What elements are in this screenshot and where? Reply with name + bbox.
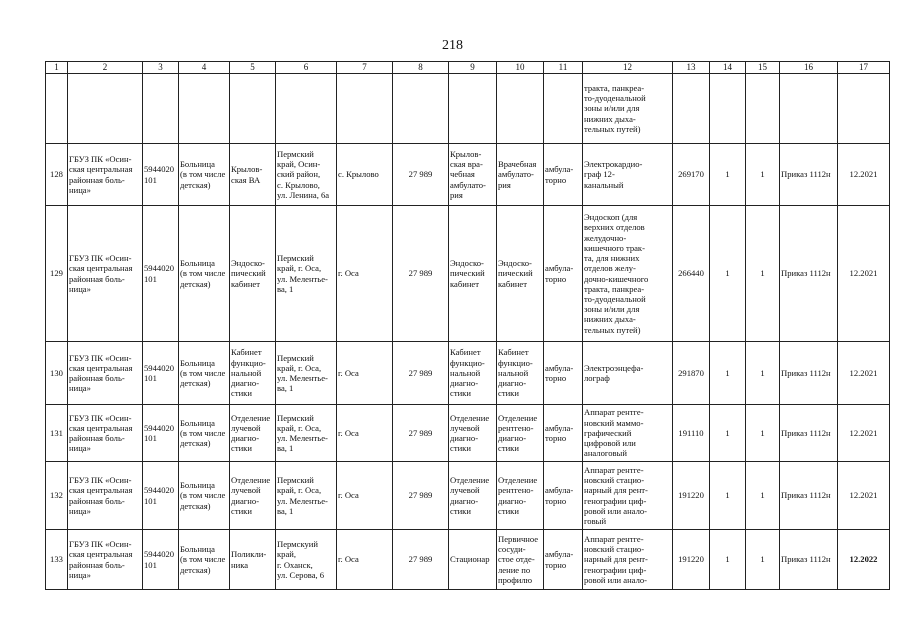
cell-equipment: Электрокардио- граф 12- канальный — [583, 144, 673, 206]
cell-price: 266440 — [673, 206, 710, 342]
cell-subdepartment: Отделение рентгено- диагно- стики — [497, 405, 544, 462]
header-row — [46, 62, 890, 74]
cell-quantity-2: 1 — [746, 342, 780, 405]
column-header: 17 — [838, 62, 890, 74]
table-row — [46, 144, 890, 206]
cell-facility-type: Больница (в том числе детская) — [179, 530, 230, 590]
cell-order: Приказ 1112н — [780, 206, 838, 342]
cell-org-code: 5944020 101 — [143, 144, 179, 206]
cell-unit-name: Поликли- ника — [230, 530, 276, 590]
cell-quantity-2: 1 — [746, 206, 780, 342]
cell-organization: ГБУЗ ПК «Осин- ская центральная районная боль- ница» — [68, 342, 143, 405]
cell-department: Эндоско- пический кабинет — [449, 206, 497, 342]
cell-locality: г. Оса — [337, 462, 393, 530]
cell-population: 27 989 — [393, 342, 449, 405]
cell-quantity-2: 1 — [746, 462, 780, 530]
cell-quantity-1: 1 — [710, 144, 746, 206]
cell-care-form: амбула- торно — [544, 405, 583, 462]
column-header: 13 — [673, 62, 710, 74]
cell-address: Пермский край, г. Оса, ул. Мелентье- ва, 1 — [276, 206, 337, 342]
equipment-table — [45, 61, 890, 590]
cell-price: 291870 — [673, 342, 710, 405]
cell-facility-type: Больница (в том числе детская) — [179, 462, 230, 530]
cell-quantity-2: 1 — [746, 144, 780, 206]
cell-price: 191220 — [673, 530, 710, 590]
cell-care-form: амбула- торно — [544, 462, 583, 530]
column-header: 9 — [449, 62, 497, 74]
cell-subdepartment: Отделение рентгено- диагно- стики — [497, 462, 544, 530]
cell-unit-name: Отделение лучевой диагно- стики — [230, 462, 276, 530]
cell-facility-type: Больница (в том числе детская) — [179, 144, 230, 206]
cell-row-number: 132 — [46, 462, 68, 530]
cell-date: 12.2021 — [838, 206, 890, 342]
cell-locality: г. Оса — [337, 405, 393, 462]
column-header: 14 — [710, 62, 746, 74]
column-header: 6 — [276, 62, 337, 74]
cell-quantity-2: 1 — [746, 405, 780, 462]
column-header: 16 — [780, 62, 838, 74]
column-header: 2 — [68, 62, 143, 74]
cell-population: 27 989 — [393, 462, 449, 530]
cell-locality: г. Оса — [337, 206, 393, 342]
cell-care-form: амбула- торно — [544, 530, 583, 590]
cell-department: Стационар — [449, 530, 497, 590]
continuation-row — [46, 74, 890, 144]
cell-address: Пермский край, Осин- ский район, с. Крылово, ул. Ленина, 6а — [276, 144, 337, 206]
cell-facility-type: Больница (в том числе детская) — [179, 342, 230, 405]
cell-equipment: Электроэнцефа- лограф — [583, 342, 673, 405]
cell-organization: ГБУЗ ПК «Осин- ская центральная районная боль- ница» — [68, 462, 143, 530]
cell-quantity-1: 1 — [710, 206, 746, 342]
cell-unit-name: Кабинет функцио- нальной диагно- стики — [230, 342, 276, 405]
cell-unit-name: Отделение лучевой диагно- стики — [230, 405, 276, 462]
cell-org-code: 5944020 101 — [143, 342, 179, 405]
cell-equipment: Аппарат рентге- новский стацио- нарный для рент- генографии циф- ровой или анало- говый — [583, 462, 673, 530]
cell-date: 12.2021 — [838, 144, 890, 206]
cell-locality: г. Оса — [337, 342, 393, 405]
cell-organization: ГБУЗ ПК «Осин- ская центральная районная боль- ница» — [68, 405, 143, 462]
table-row — [46, 342, 890, 405]
cell-quantity-1: 1 — [710, 342, 746, 405]
cell-population: 27 989 — [393, 206, 449, 342]
cell-order: Приказ 1112н — [780, 530, 838, 590]
cell-department: Отделение лучевой диагно- стики — [449, 405, 497, 462]
column-header: 12 — [583, 62, 673, 74]
cell-equipment: Эндоскоп (для верхних отделов желудочно- кишечного трак- та, для нижних отделов желу- дочно-кишечного тракта, панкреа- то-дуоденальной зоны и/или для нижних дыха- тельных путей) — [583, 206, 673, 342]
cell-population: 27 989 — [393, 144, 449, 206]
cell-care-form: амбула- торно — [544, 144, 583, 206]
column-header: 4 — [179, 62, 230, 74]
cell-equipment: Аппарат рентге- новский маммо- графический цифровой или аналоговый — [583, 405, 673, 462]
cell-unit-name: Крылов- ская ВА — [230, 144, 276, 206]
cell-organization: ГБУЗ ПК «Осин- ская центральная районная боль- ница» — [68, 530, 143, 590]
cell-date: 12.2021 — [838, 342, 890, 405]
cell-row-number: 129 — [46, 206, 68, 342]
cell-date: 12.2022 — [838, 530, 890, 590]
cell-row-number: 130 — [46, 342, 68, 405]
column-header: 3 — [143, 62, 179, 74]
cell-order: Приказ 1112н — [780, 462, 838, 530]
cell-date: 12.2021 — [838, 405, 890, 462]
cell-order: Приказ 1112н — [780, 144, 838, 206]
table-row — [46, 405, 890, 462]
cell-care-form: амбула- торно — [544, 342, 583, 405]
cell-org-code: 5944020 101 — [143, 206, 179, 342]
continuation-equipment: тракта, панкреа- то-дуоденальной зоны и/или для нижних дыха- тельных путей) — [583, 74, 673, 144]
cell-quantity-1: 1 — [710, 462, 746, 530]
table-row — [46, 206, 890, 342]
cell-locality: с. Крылово — [337, 144, 393, 206]
cell-row-number: 128 — [46, 144, 68, 206]
column-header: 5 — [230, 62, 276, 74]
cell-care-form: амбула- торно — [544, 206, 583, 342]
cell-facility-type: Больница (в том числе детская) — [179, 405, 230, 462]
cell-address: Пермский край, г. Оса, ул. Мелентье- ва, 1 — [276, 342, 337, 405]
cell-locality: г. Оса — [337, 530, 393, 590]
cell-subdepartment: Кабинет функцио- нальной диагно- стики — [497, 342, 544, 405]
column-header: 8 — [393, 62, 449, 74]
cell-population: 27 989 — [393, 405, 449, 462]
cell-org-code: 5944020 101 — [143, 462, 179, 530]
column-header: 7 — [337, 62, 393, 74]
cell-row-number: 131 — [46, 405, 68, 462]
cell-org-code: 5944020 101 — [143, 530, 179, 590]
cell-department: Крылов- ская вра- чебная амбулато- рия — [449, 144, 497, 206]
cell-department: Кабинет функцио- нальной диагно- стики — [449, 342, 497, 405]
column-header: 10 — [497, 62, 544, 74]
cell-subdepartment: Эндоско- пический кабинет — [497, 206, 544, 342]
table-row — [46, 462, 890, 530]
page-number: 218 — [442, 38, 463, 53]
cell-department: Отделение лучевой диагно- стики — [449, 462, 497, 530]
cell-date: 12.2021 — [838, 462, 890, 530]
table-row — [46, 530, 890, 590]
cell-order: Приказ 1112н — [780, 405, 838, 462]
cell-organization: ГБУЗ ПК «Осин- ская центральная районная боль- ница» — [68, 144, 143, 206]
cell-address: Пермский край, г. Оса, ул. Мелентье- ва, 1 — [276, 405, 337, 462]
cell-org-code: 5944020 101 — [143, 405, 179, 462]
cell-quantity-2: 1 — [746, 530, 780, 590]
cell-organization: ГБУЗ ПК «Осин- ская центральная районная боль- ница» — [68, 206, 143, 342]
cell-facility-type: Больница (в том числе детская) — [179, 206, 230, 342]
column-header: 15 — [746, 62, 780, 74]
cell-population: 27 989 — [393, 530, 449, 590]
cell-subdepartment: Врачебная амбулато- рия — [497, 144, 544, 206]
cell-price: 269170 — [673, 144, 710, 206]
cell-quantity-1: 1 — [710, 530, 746, 590]
cell-subdepartment: Первичное сосуди- стое отде- ление по профилю — [497, 530, 544, 590]
cell-price: 191110 — [673, 405, 710, 462]
column-header: 1 — [46, 62, 68, 74]
cell-price: 191220 — [673, 462, 710, 530]
cell-address: Пермский край, г. Оса, ул. Мелентье- ва, 1 — [276, 462, 337, 530]
cell-equipment: Аппарат рентге- новский стацио- нарный для рент- генографии циф- ровой или анало- — [583, 530, 673, 590]
column-header: 11 — [544, 62, 583, 74]
cell-address: Пермскуий край, г. Оханск, ул. Серова, 6 — [276, 530, 337, 590]
cell-quantity-1: 1 — [710, 405, 746, 462]
cell-order: Приказ 1112н — [780, 342, 838, 405]
cell-unit-name: Эндоско- пический кабинет — [230, 206, 276, 342]
cell-row-number: 133 — [46, 530, 68, 590]
